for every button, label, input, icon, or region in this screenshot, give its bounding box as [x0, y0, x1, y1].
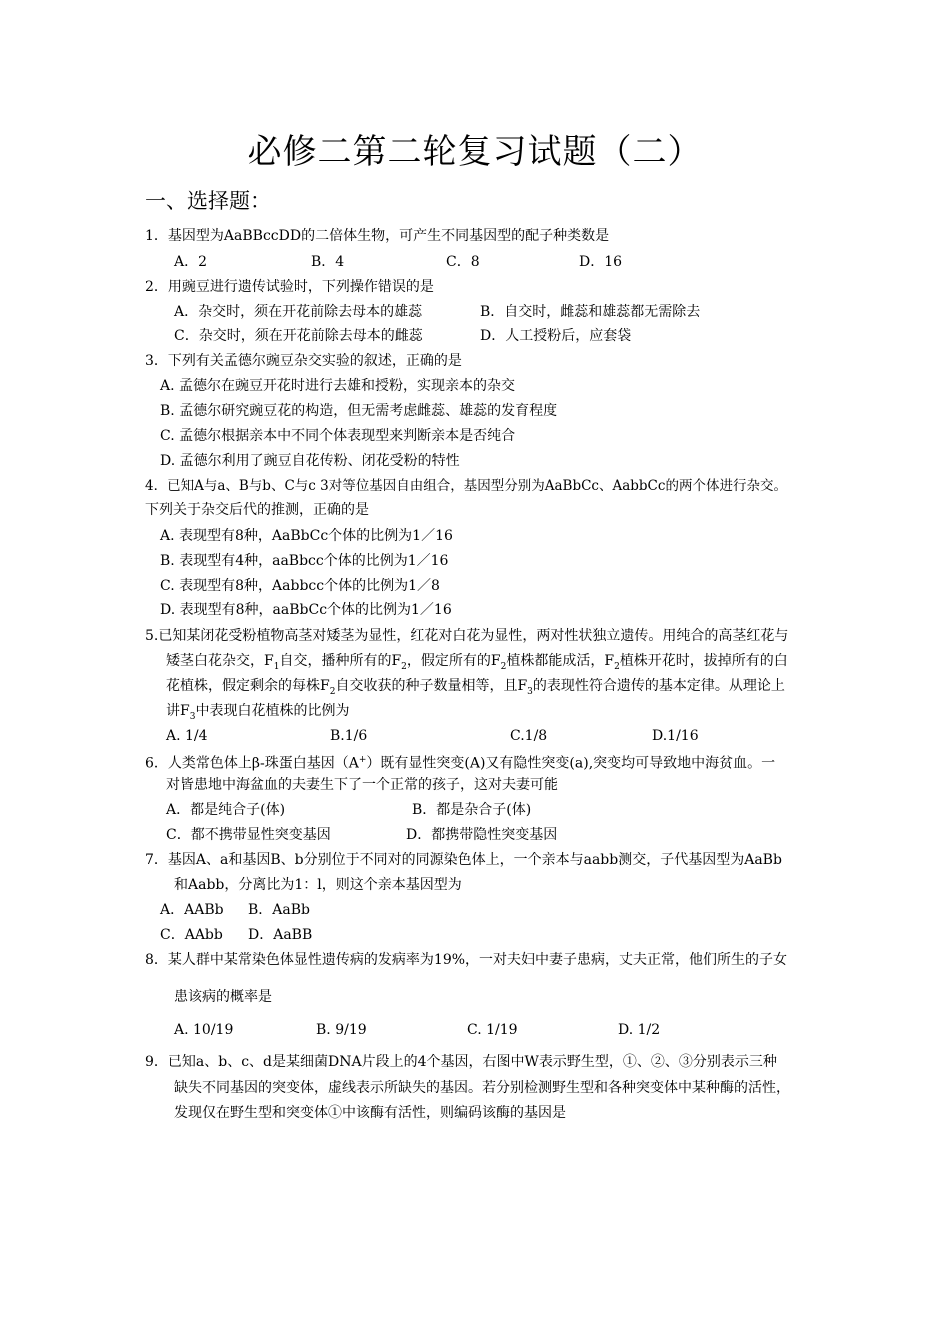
- question-1-option-a: A．2: [174, 254, 208, 270]
- question-3-option-d: D. 孟德尔利用了豌豆自花传粉、闭花受粉的特性: [160, 453, 460, 469]
- text-segment: 自交收获的种子数量相等，且F: [335, 678, 528, 694]
- subscript: 3: [189, 711, 196, 722]
- question-4-stem-line-2: 下列关于杂交后代的推测，正确的是: [145, 502, 369, 518]
- text-segment: 6．人类常色体上β-珠蛋白基因（A: [145, 755, 359, 772]
- question-9-stem-line-1: 9．已知a、b、c、d是某细菌DNA片段上的4个基因，右图中W表示野生型，①、②、③分别表示三种: [145, 1054, 777, 1070]
- section-heading: 一、选择题：: [145, 189, 271, 213]
- question-7-stem-line-2: 和Aabb，分离比为1：l，则这个亲本基因型为: [174, 877, 462, 893]
- question-1-option-b: B．4: [311, 254, 345, 270]
- question-8-stem-line-1: 8．某人群中某常染色体显性遗传病的发病率为19%，一对夫妇中妻子患病，丈夫正常，他们所生的子女: [145, 952, 788, 968]
- question-5-stem-line-2: [166, 651, 788, 677]
- question-2-option-d: D．人工授粉后，应套袋: [480, 328, 632, 344]
- text-segment: 自交，播种所有的F: [279, 653, 402, 669]
- question-6-option-c: C．都不携带显性突变基因: [166, 827, 331, 843]
- question-1-option-c: C．8: [446, 254, 480, 270]
- subscript: 3: [527, 686, 533, 697]
- question-1-stem: 1．基因型为AaBBccDD的二倍体生物，可产生不同基因型的配子种类数是: [145, 228, 610, 244]
- question-4-stem-line-1: 4．已知A与a、B与b、C与c 3对等位基因自由组合，基因型分别为AaBbCc、AabbCc的两个体进行杂交。: [145, 478, 787, 494]
- text-segment: 的表现性符合遗传的基本定律。从理论上: [532, 678, 785, 694]
- question-6-stem-line-2: 对皆患地中海盆血的夫妻生下了一个正常的孩子，这对夫妻可能: [166, 777, 558, 793]
- question-7-option-c: C．AAbb: [160, 927, 223, 943]
- text-segment: ）既有显性突变(A)又有隐性突变(a),突变均可导致地中海贫血。一: [366, 755, 776, 772]
- question-7-option-d: D．AaBB: [248, 927, 313, 943]
- text-segment: 花植株，假定剩余的每株F: [166, 678, 330, 694]
- question-4-option-d: D. 表现型有8种，aaBbCc个体的比例为1／16: [160, 602, 452, 618]
- question-5-stem-line-4: [166, 701, 349, 727]
- question-3-option-b: B. 孟德尔研究豌豆花的构造，但无需考虑雌蕊、雄蕊的发育程度: [160, 403, 558, 419]
- text-segment: 植株都能成活，F: [506, 653, 615, 669]
- question-2-option-b: B．自交时，雌蕊和雄蕊都无需除去: [480, 304, 701, 320]
- text-segment: 讲F: [166, 703, 190, 719]
- question-7-option-b: B．AaBb: [248, 902, 310, 918]
- question-1-option-d: D．16: [579, 254, 623, 270]
- question-8-stem-line-2: 患该病的概率是: [174, 989, 272, 1005]
- subscript: 2: [500, 661, 507, 672]
- question-6-stem-line-1: [145, 750, 775, 774]
- question-3-option-a: A. 孟德尔在豌豆开花时进行去雄和授粉，实现亲本的杂交: [160, 378, 516, 394]
- question-6-option-a: A．都是纯合子(体): [166, 802, 286, 818]
- question-4-option-c: C. 表现型有8种，Aabbcc个体的比例为1／8: [160, 578, 440, 594]
- question-8-option-d: D. 1/2: [618, 1022, 661, 1038]
- question-7-stem-line-1: 7．基因A、a和基因B、b分别位于不同对的同源染色体上，一个亲本与aabb测交，子代基因型为AaBb: [145, 852, 782, 868]
- question-2-stem: 2．用豌豆进行遗传试验时，下列操作错误的是: [145, 279, 434, 295]
- question-5-option-a: A. 1/4: [166, 728, 208, 744]
- superscript: +: [358, 755, 367, 765]
- question-4-option-b: B. 表现型有4种，aaBbcc个体的比例为1／16: [160, 553, 449, 569]
- question-2-option-a: A．杂交时，须在开花前除去母本的雄蕊: [174, 304, 423, 320]
- question-8-option-a: A. 10/19: [174, 1022, 234, 1038]
- question-8-option-c: C. 1/19: [467, 1022, 518, 1038]
- question-8-option-b: B. 9/19: [316, 1022, 367, 1038]
- text-segment: 中表现白花植株的比例为: [195, 703, 350, 719]
- text-segment: 植株开花时，拔掉所有的白: [619, 653, 788, 669]
- subscript: 1: [273, 661, 280, 672]
- subscript: 2: [401, 661, 407, 672]
- question-9-stem-line-3: 发现仅在野生型和突变体①中该酶有活性，则编码该酶的基因是: [174, 1105, 566, 1121]
- text-segment: ，假定所有的F: [406, 653, 501, 669]
- question-4-option-a: A. 表现型有8种，AaBbCc个体的比例为1／16: [160, 528, 453, 544]
- question-3-stem: 3．下列有关孟德尔豌豆杂交实验的叙述，正确的是: [145, 353, 462, 369]
- question-5-option-c: C.1/8: [510, 728, 548, 744]
- subscript: 2: [329, 686, 336, 697]
- question-6-option-b: B．都是杂合子(体): [412, 802, 532, 818]
- question-5-stem-line-3: [166, 676, 785, 702]
- question-5-option-b: B.1/6: [330, 728, 368, 744]
- question-9-stem-line-2: 缺失不同基因的突变体，虚线表示所缺失的基因。若分别检测野生型和各种突变体中某种酶的活性，: [174, 1080, 790, 1096]
- text-segment: 矮茎白花杂交，F: [166, 653, 274, 669]
- subscript: 2: [614, 661, 620, 672]
- question-6-option-d: D．都携带隐性突变基因: [406, 827, 558, 843]
- question-5-stem-line-1: 5.已知某闭花受粉植物高茎对矮茎为显性，红花对白花为显性，两对性状独立遗传。用纯合的高茎红花与: [145, 628, 789, 644]
- question-3-option-c: C. 孟德尔根据亲本中不同个体表现型来判断亲本是否纯合: [160, 428, 516, 444]
- question-7-option-a: A．AABb: [160, 902, 224, 918]
- page-title: 必修二第二轮复习试题（二）: [247, 132, 703, 172]
- question-2-option-c: C．杂交时，须在开花前除去母本的雌蕊: [174, 328, 423, 344]
- question-5-option-d: D.1/16: [652, 728, 699, 744]
